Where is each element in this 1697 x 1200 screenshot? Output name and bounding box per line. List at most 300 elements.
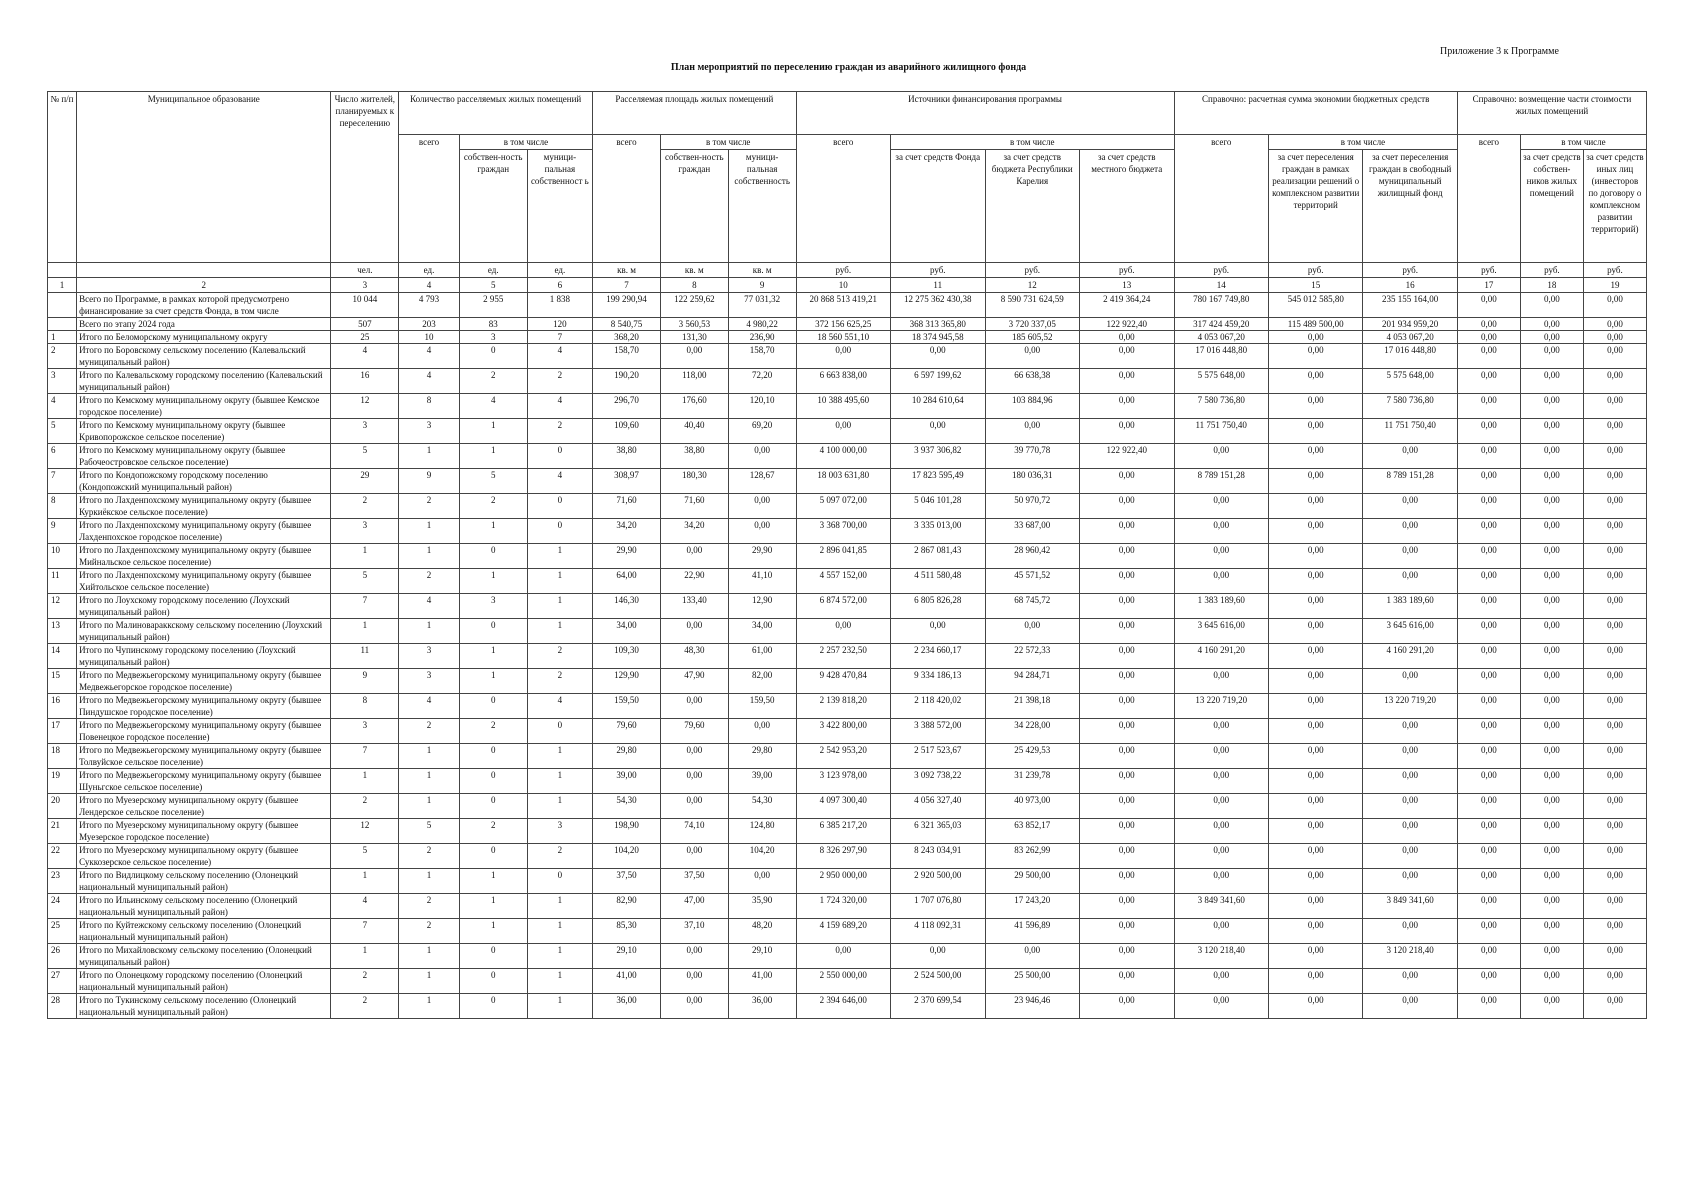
value-cell: 0,00 — [1268, 694, 1362, 719]
header-comp-owners: за счет средств собствен-ников жилых помещений — [1520, 150, 1583, 263]
value-cell: 0,00 — [1174, 844, 1268, 869]
value-cell: 0,00 — [1174, 519, 1268, 544]
value-cell: 0,00 — [1520, 444, 1583, 469]
value-cell: 0,00 — [1583, 944, 1646, 969]
value-cell: 2 — [399, 894, 460, 919]
value-cell: 115 489 500,00 — [1268, 318, 1362, 331]
value-cell: 29,10 — [728, 944, 796, 969]
municipality-name: Итого по Ильинскому сельскому поселению (Олонецкий национальный муниципальный район) — [77, 894, 331, 919]
value-cell: 13 220 719,20 — [1363, 694, 1457, 719]
value-cell: 185 605,52 — [985, 331, 1079, 344]
value-cell: 37,50 — [660, 869, 728, 894]
value-cell: 2 — [459, 719, 527, 744]
municipality-name: Итого по Лахденпохскому муниципальному округу (бывшее Мийнальское сельское поселение) — [77, 544, 331, 569]
value-cell: 47,90 — [660, 669, 728, 694]
row-number: 7 — [48, 469, 77, 494]
value-cell: 0,00 — [1520, 794, 1583, 819]
value-cell: 3 720 337,05 — [985, 318, 1079, 331]
value-cell: 5 — [331, 569, 399, 594]
value-cell: 1 — [527, 594, 592, 619]
value-cell: 0 — [459, 344, 527, 369]
unit-cell: кв. м — [593, 263, 661, 278]
value-cell: 0,00 — [1268, 769, 1362, 794]
value-cell: 0,00 — [1268, 569, 1362, 594]
value-cell: 0,00 — [1583, 769, 1646, 794]
value-cell: 0,00 — [1520, 819, 1583, 844]
value-cell: 3 368 700,00 — [796, 519, 890, 544]
value-cell: 0,00 — [1079, 869, 1174, 894]
value-cell: 1 — [399, 544, 460, 569]
municipality-name: Итого по Медвежьегорскому муниципальному округу (бывшее Шуньгское сельское поселение) — [77, 769, 331, 794]
value-cell: 0,00 — [1520, 318, 1583, 331]
value-cell: 0 — [459, 619, 527, 644]
value-cell: 236,90 — [728, 331, 796, 344]
value-cell: 0,00 — [1363, 519, 1457, 544]
value-cell: 5 — [331, 444, 399, 469]
value-cell: 0,00 — [1457, 394, 1520, 419]
unit-cell: руб. — [1363, 263, 1457, 278]
value-cell: 0,00 — [1268, 494, 1362, 519]
value-cell: 0,00 — [1363, 719, 1457, 744]
municipality-name: Всего по этапу 2024 года — [77, 318, 331, 331]
header-rooms-municipal: муници-пальная собственност ь — [527, 150, 592, 263]
value-cell: 0,00 — [1363, 569, 1457, 594]
value-cell: 1 — [527, 569, 592, 594]
value-cell: 507 — [331, 318, 399, 331]
value-cell: 6 321 365,03 — [891, 819, 985, 844]
value-cell: 0,00 — [1268, 794, 1362, 819]
value-cell: 1 — [459, 894, 527, 919]
value-cell: 79,60 — [660, 719, 728, 744]
value-cell: 0,00 — [1268, 969, 1362, 994]
value-cell: 0,00 — [1520, 394, 1583, 419]
value-cell: 0,00 — [1583, 794, 1646, 819]
value-cell: 94 284,71 — [985, 669, 1079, 694]
value-cell: 0 — [527, 494, 592, 519]
value-cell: 22,90 — [660, 569, 728, 594]
value-cell: 0,00 — [728, 494, 796, 519]
municipality-name: Итого по Тукинскому сельскому поселению (Олонецкий национальный муниципальный район) — [77, 994, 331, 1019]
table-row — [48, 919, 1647, 944]
value-cell: 0,00 — [1583, 819, 1646, 844]
value-cell: 1 — [331, 619, 399, 644]
value-cell: 0,00 — [1583, 494, 1646, 519]
value-cell: 0,00 — [1457, 794, 1520, 819]
header-rooms-owned: собствен-ность граждан — [459, 150, 527, 263]
value-cell: 0,00 — [1457, 469, 1520, 494]
value-cell: 0,00 — [985, 619, 1079, 644]
value-cell: 0,00 — [1457, 519, 1520, 544]
value-cell: 20 868 513 419,21 — [796, 293, 890, 318]
value-cell: 61,00 — [728, 644, 796, 669]
value-cell: 0,00 — [1457, 894, 1520, 919]
value-cell: 17 016 448,80 — [1174, 344, 1268, 369]
value-cell: 2 — [399, 719, 460, 744]
row-number: 6 — [48, 444, 77, 469]
value-cell: 0 — [527, 444, 592, 469]
value-cell: 0,00 — [1363, 444, 1457, 469]
unit-cell: руб. — [891, 263, 985, 278]
value-cell: 0,00 — [1583, 919, 1646, 944]
value-cell: 0,00 — [1079, 594, 1174, 619]
value-cell: 372 156 625,25 — [796, 318, 890, 331]
value-cell: 41,10 — [728, 569, 796, 594]
value-cell: 0,00 — [796, 944, 890, 969]
column-numbers-row — [48, 278, 1647, 293]
value-cell: 0,00 — [1583, 594, 1646, 619]
value-cell: 0,00 — [1520, 869, 1583, 894]
table-row — [48, 894, 1647, 919]
value-cell: 0,00 — [1457, 994, 1520, 1019]
value-cell: 1 707 076,80 — [891, 894, 985, 919]
value-cell: 0,00 — [1268, 331, 1362, 344]
value-cell: 4 — [399, 344, 460, 369]
value-cell: 0,00 — [1363, 919, 1457, 944]
table-row — [48, 694, 1647, 719]
value-cell: 1 — [459, 919, 527, 944]
value-cell: 41,00 — [593, 969, 661, 994]
value-cell: 0,00 — [1079, 544, 1174, 569]
row-number: 14 — [48, 644, 77, 669]
value-cell: 0,00 — [1457, 494, 1520, 519]
value-cell: 0,00 — [1457, 569, 1520, 594]
row-number: 10 — [48, 544, 77, 569]
value-cell: 38,80 — [593, 444, 661, 469]
header-area-municipal: муници-пальная собственность — [728, 150, 796, 263]
table-row — [48, 644, 1647, 669]
value-cell: 0,00 — [1268, 594, 1362, 619]
value-cell: 0,00 — [1174, 794, 1268, 819]
value-cell: 1 — [527, 544, 592, 569]
municipality-name: Итого по Муезерскому муниципальному округу (бывшее Лендерское сельское поселение) — [77, 794, 331, 819]
value-cell: 0,00 — [1268, 394, 1362, 419]
unit-cell: руб. — [1268, 263, 1362, 278]
value-cell: 158,70 — [593, 344, 661, 369]
value-cell: 47,00 — [660, 894, 728, 919]
row-number: 5 — [48, 419, 77, 444]
value-cell: 203 — [399, 318, 460, 331]
value-cell: 4 160 291,20 — [1174, 644, 1268, 669]
value-cell: 18 560 551,10 — [796, 331, 890, 344]
value-cell: 3 — [527, 819, 592, 844]
value-cell: 54,30 — [593, 794, 661, 819]
value-cell: 3 — [331, 519, 399, 544]
value-cell: 1 — [527, 769, 592, 794]
value-cell: 0,00 — [1363, 994, 1457, 1019]
value-cell: 0,00 — [1363, 769, 1457, 794]
value-cell: 0,00 — [1520, 994, 1583, 1019]
value-cell: 0,00 — [891, 419, 985, 444]
value-cell: 71,60 — [593, 494, 661, 519]
header-src-republic: за счет средств бюджета Республики Карелия — [985, 150, 1079, 263]
value-cell: 2 370 699,54 — [891, 994, 985, 1019]
municipality-name: Итого по Медвежьегорскому муниципальному округу (бывшее Толвуйское сельское поселение) — [77, 744, 331, 769]
value-cell: 2 896 041,85 — [796, 544, 890, 569]
value-cell: 1 — [399, 794, 460, 819]
column-number: 18 — [1520, 278, 1583, 293]
table-row — [48, 293, 1647, 318]
value-cell: 5 — [459, 469, 527, 494]
value-cell: 3 645 616,00 — [1174, 619, 1268, 644]
value-cell: 2 542 953,20 — [796, 744, 890, 769]
value-cell: 0,00 — [891, 619, 985, 644]
value-cell: 4 053 067,20 — [1174, 331, 1268, 344]
header-compensation-total: всего — [1457, 135, 1520, 263]
value-cell: 4 160 291,20 — [1363, 644, 1457, 669]
value-cell: 6 385 217,20 — [796, 819, 890, 844]
value-cell: 18 374 945,58 — [891, 331, 985, 344]
value-cell: 0,00 — [1457, 369, 1520, 394]
value-cell: 36,00 — [728, 994, 796, 1019]
value-cell: 2 955 — [459, 293, 527, 318]
value-cell: 25 500,00 — [985, 969, 1079, 994]
row-number — [48, 318, 77, 331]
value-cell: 1 383 189,60 — [1174, 594, 1268, 619]
value-cell: 0,00 — [1520, 594, 1583, 619]
value-cell: 0,00 — [1268, 744, 1362, 769]
value-cell: 0,00 — [1079, 944, 1174, 969]
value-cell: 0,00 — [1457, 869, 1520, 894]
municipality-name: Итого по Кондопожскому городскому поселению (Кондопожский муниципальный район) — [77, 469, 331, 494]
value-cell: 9 428 470,84 — [796, 669, 890, 694]
value-cell: 6 663 838,00 — [796, 369, 890, 394]
value-cell: 1 — [459, 419, 527, 444]
table-row — [48, 844, 1647, 869]
header-area-group: Расселяемая площадь жилых помещений — [593, 92, 796, 135]
value-cell: 0,00 — [1174, 719, 1268, 744]
row-number: 2 — [48, 344, 77, 369]
value-cell: 0,00 — [1457, 969, 1520, 994]
value-cell: 0,00 — [1268, 369, 1362, 394]
value-cell: 45 571,52 — [985, 569, 1079, 594]
value-cell: 159,50 — [593, 694, 661, 719]
value-cell: 10 044 — [331, 293, 399, 318]
unit-cell: руб. — [1457, 263, 1520, 278]
value-cell: 3 092 738,22 — [891, 769, 985, 794]
value-cell: 0,00 — [1268, 844, 1362, 869]
value-cell: 0,00 — [1079, 894, 1174, 919]
value-cell: 3 123 978,00 — [796, 769, 890, 794]
value-cell: 159,50 — [728, 694, 796, 719]
value-cell: 2 — [399, 844, 460, 869]
value-cell: 109,30 — [593, 644, 661, 669]
value-cell: 0,00 — [1174, 994, 1268, 1019]
value-cell: 0,00 — [1520, 544, 1583, 569]
value-cell: 0,00 — [1520, 894, 1583, 919]
header-sources-total: всего — [796, 135, 890, 263]
value-cell: 39,00 — [728, 769, 796, 794]
municipality-name: Итого по Кемскому муниципальному округу (бывшее Кривопорожское сельское поселение) — [77, 419, 331, 444]
value-cell: 4 097 300,40 — [796, 794, 890, 819]
value-cell: 317 424 459,20 — [1174, 318, 1268, 331]
value-cell: 0,00 — [1457, 719, 1520, 744]
table-row — [48, 344, 1647, 369]
value-cell: 9 — [399, 469, 460, 494]
value-cell: 0,00 — [1268, 544, 1362, 569]
value-cell: 0,00 — [985, 419, 1079, 444]
value-cell: 0,00 — [1079, 394, 1174, 419]
value-cell: 3 849 341,60 — [1174, 894, 1268, 919]
appendix-label: Приложение 3 к Программе — [1440, 46, 1559, 57]
table-row — [48, 394, 1647, 419]
value-cell: 0,00 — [1520, 419, 1583, 444]
unit-cell: руб. — [1079, 263, 1174, 278]
value-cell: 104,20 — [593, 844, 661, 869]
column-number: 1 — [48, 278, 77, 293]
value-cell: 0,00 — [1363, 544, 1457, 569]
value-cell: 235 155 164,00 — [1363, 293, 1457, 318]
value-cell: 0,00 — [1583, 394, 1646, 419]
row-number: 28 — [48, 994, 77, 1019]
value-cell: 0 — [527, 869, 592, 894]
value-cell: 29 500,00 — [985, 869, 1079, 894]
value-cell: 0,00 — [1457, 344, 1520, 369]
value-cell: 0,00 — [1457, 744, 1520, 769]
value-cell: 122 922,40 — [1079, 444, 1174, 469]
value-cell: 12,90 — [728, 594, 796, 619]
value-cell: 0,00 — [1174, 819, 1268, 844]
value-cell: 40,40 — [660, 419, 728, 444]
value-cell: 1 — [399, 869, 460, 894]
municipality-name: Итого по Медвежьегорскому муниципальному округу (бывшее Повенецкое городское поселение) — [77, 719, 331, 744]
table-row — [48, 494, 1647, 519]
value-cell: 0,00 — [1583, 619, 1646, 644]
value-cell: 6 874 572,00 — [796, 594, 890, 619]
value-cell: 23 946,46 — [985, 994, 1079, 1019]
unit-cell: руб. — [1174, 263, 1268, 278]
value-cell: 2 257 232,50 — [796, 644, 890, 669]
value-cell: 71,60 — [660, 494, 728, 519]
value-cell: 4 — [527, 394, 592, 419]
value-cell: 118,00 — [660, 369, 728, 394]
value-cell: 0,00 — [1079, 644, 1174, 669]
value-cell: 0,00 — [1583, 694, 1646, 719]
value-cell: 0,00 — [1268, 444, 1362, 469]
value-cell: 0,00 — [1583, 869, 1646, 894]
value-cell: 308,97 — [593, 469, 661, 494]
value-cell: 5 097 072,00 — [796, 494, 890, 519]
row-number: 25 — [48, 919, 77, 944]
value-cell: 2 394 646,00 — [796, 994, 890, 1019]
value-cell: 21 398,18 — [985, 694, 1079, 719]
value-cell: 34,00 — [593, 619, 661, 644]
value-cell: 4 053 067,20 — [1363, 331, 1457, 344]
value-cell: 0,00 — [1079, 369, 1174, 394]
value-cell: 0,00 — [1079, 969, 1174, 994]
value-cell: 0,00 — [1079, 619, 1174, 644]
column-number: 2 — [77, 278, 331, 293]
value-cell: 0,00 — [1079, 769, 1174, 794]
value-cell: 5 046 101,28 — [891, 494, 985, 519]
row-number: 19 — [48, 769, 77, 794]
value-cell: 0,00 — [1079, 819, 1174, 844]
table-row — [48, 544, 1647, 569]
value-cell: 0,00 — [1079, 344, 1174, 369]
value-cell: 0,00 — [1079, 719, 1174, 744]
value-cell: 0,00 — [1363, 819, 1457, 844]
value-cell: 0,00 — [1457, 318, 1520, 331]
municipality-name: Итого по Беломорскому муниципальному округу — [77, 331, 331, 344]
value-cell: 0,00 — [1174, 444, 1268, 469]
value-cell: 29,80 — [728, 744, 796, 769]
value-cell: 5 — [399, 819, 460, 844]
value-cell: 82,90 — [593, 894, 661, 919]
value-cell: 0,00 — [1268, 669, 1362, 694]
value-cell: 4 118 092,31 — [891, 919, 985, 944]
value-cell: 1 — [459, 519, 527, 544]
resettlement-table — [47, 91, 1647, 1019]
value-cell: 1 838 — [527, 293, 592, 318]
value-cell: 83 262,99 — [985, 844, 1079, 869]
value-cell: 7 — [331, 744, 399, 769]
value-cell: 0,00 — [1457, 444, 1520, 469]
municipality-name: Итого по Михайловскому сельскому поселению (Олонецкий муниципальный район) — [77, 944, 331, 969]
municipality-name: Итого по Кемскому муниципальному округу (бывшее Кемское городское поселение) — [77, 394, 331, 419]
value-cell: 0,00 — [1268, 894, 1362, 919]
value-cell: 0,00 — [1583, 369, 1646, 394]
value-cell: 1 — [399, 969, 460, 994]
value-cell: 0,00 — [1583, 994, 1646, 1019]
municipality-name: Итого по Муезерскому муниципальному округу (бывшее Суккозерское сельское поселение) — [77, 844, 331, 869]
value-cell: 3 — [399, 669, 460, 694]
municipality-name: Итого по Лахденпохскому муниципальному округу (бывшее Лахденпохское городское поселение) — [77, 519, 331, 544]
value-cell: 0,00 — [1268, 919, 1362, 944]
value-cell: 48,20 — [728, 919, 796, 944]
unit-cell — [77, 263, 331, 278]
value-cell: 0,00 — [660, 944, 728, 969]
municipality-name: Итого по Муезерскому муниципальному округу (бывшее Муезерское городское поселение) — [77, 819, 331, 844]
value-cell: 0,00 — [1268, 644, 1362, 669]
value-cell: 0,00 — [1457, 293, 1520, 318]
value-cell: 122 259,62 — [660, 293, 728, 318]
value-cell: 2 234 660,17 — [891, 644, 985, 669]
value-cell: 0,00 — [1520, 494, 1583, 519]
row-number: 15 — [48, 669, 77, 694]
row-number: 8 — [48, 494, 77, 519]
header-src-fund: за счет средств Фонда — [891, 150, 985, 263]
value-cell: 6 805 826,28 — [891, 594, 985, 619]
value-cell: 10 — [399, 331, 460, 344]
value-cell: 0,00 — [1268, 469, 1362, 494]
value-cell: 0,00 — [1268, 519, 1362, 544]
value-cell: 1 383 189,60 — [1363, 594, 1457, 619]
value-cell: 8 — [399, 394, 460, 419]
header-savings-total: всего — [1174, 135, 1268, 263]
value-cell: 12 — [331, 819, 399, 844]
value-cell: 0,00 — [1520, 293, 1583, 318]
column-number: 19 — [1583, 278, 1646, 293]
value-cell: 1 — [399, 944, 460, 969]
value-cell: 0,00 — [1457, 819, 1520, 844]
value-cell: 1 — [399, 769, 460, 794]
value-cell: 1 — [527, 744, 592, 769]
value-cell: 0 — [459, 794, 527, 819]
value-cell: 4 — [399, 694, 460, 719]
value-cell: 0,00 — [1174, 569, 1268, 594]
value-cell: 4 511 580,48 — [891, 569, 985, 594]
municipality-name: Итого по Лахденпохскому муниципальному округу (бывшее Хийтольское сельское поселение) — [77, 569, 331, 594]
value-cell: 1 — [527, 969, 592, 994]
row-number: 22 — [48, 844, 77, 869]
value-cell: 50 970,72 — [985, 494, 1079, 519]
value-cell: 0,00 — [1520, 644, 1583, 669]
value-cell: 0,00 — [1457, 844, 1520, 869]
value-cell: 199 290,94 — [593, 293, 661, 318]
table-row — [48, 744, 1647, 769]
value-cell: 176,60 — [660, 394, 728, 419]
value-cell: 4 793 — [399, 293, 460, 318]
value-cell: 0,00 — [1079, 794, 1174, 819]
